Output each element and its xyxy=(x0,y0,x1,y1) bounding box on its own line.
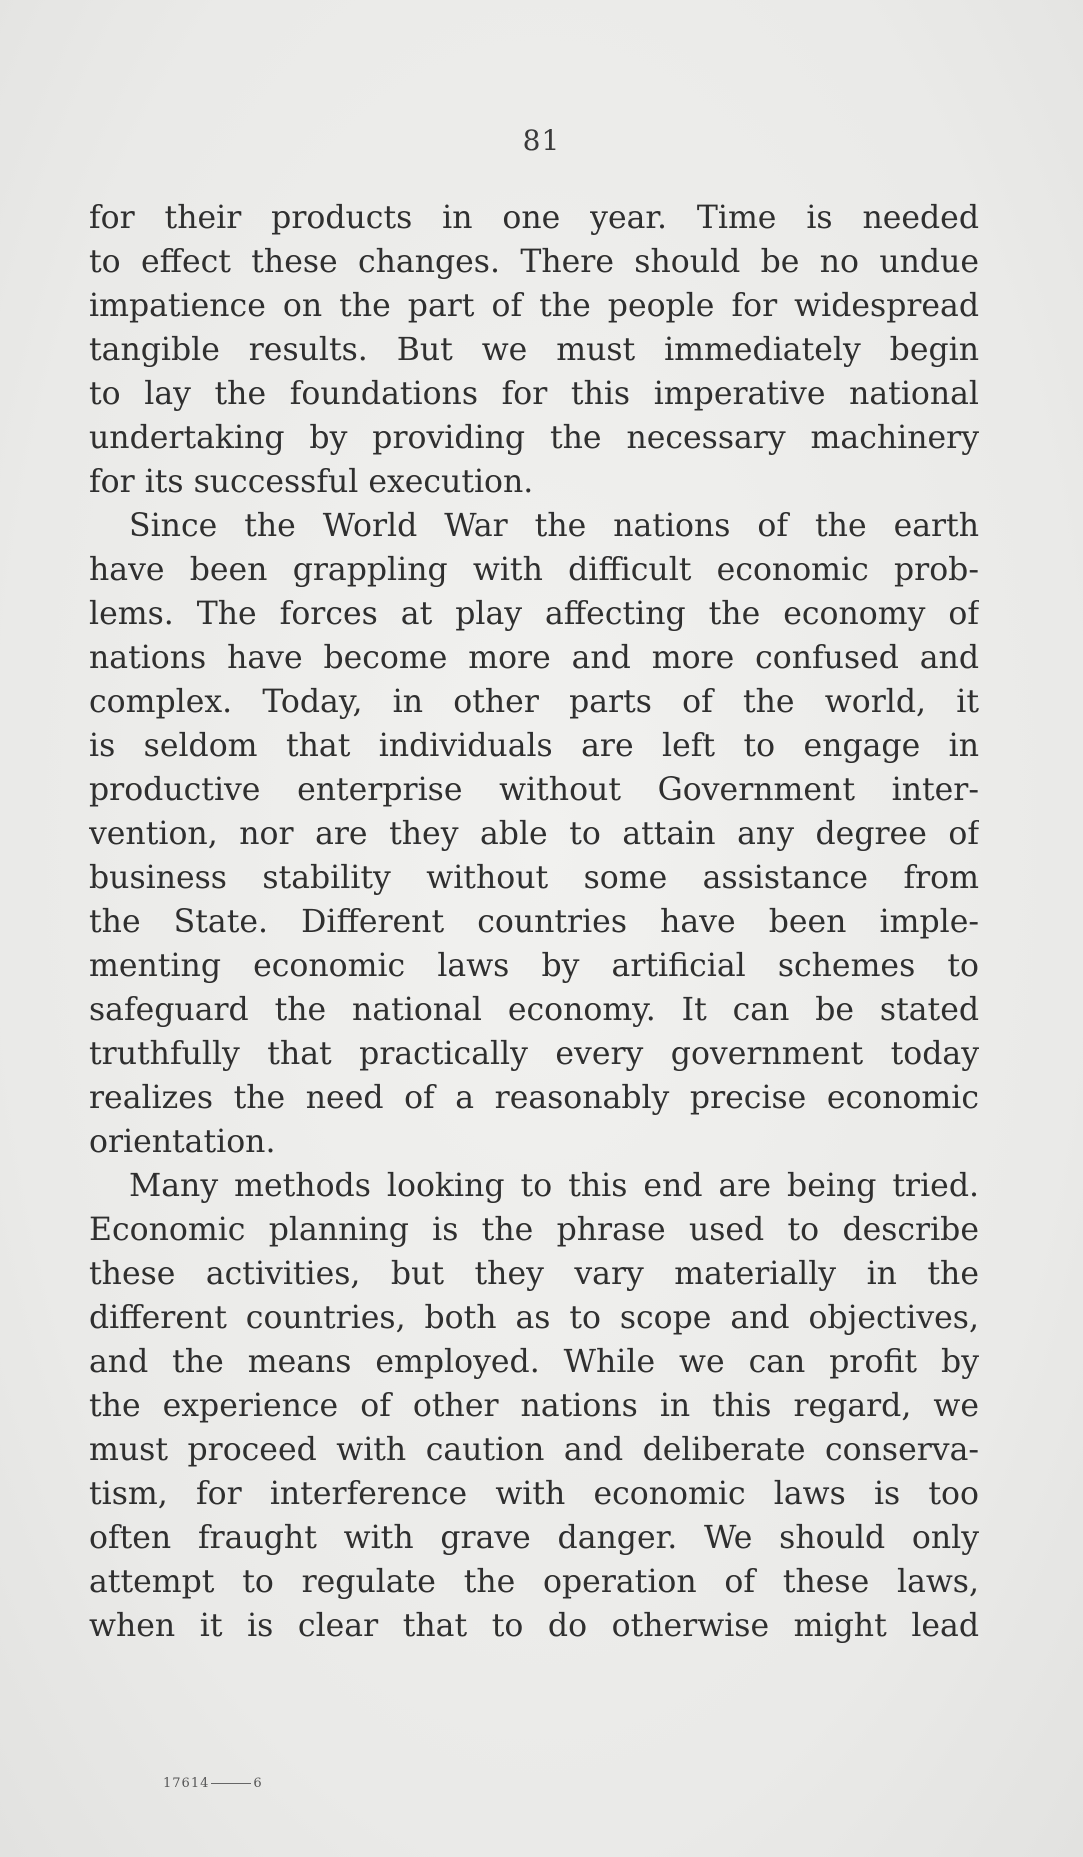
text-line: for its successful execution. xyxy=(89,464,534,500)
text-line: business stability without some assistance from xyxy=(89,860,979,896)
text-line: Economic planning is the phrase used to describe xyxy=(89,1212,979,1248)
text-line: orientation. xyxy=(89,1124,276,1160)
text-line: undertaking by providing the necessary machinery xyxy=(89,420,979,456)
text-line: to lay the foundations for this imperative national xyxy=(89,376,979,412)
text-line: these activities, but they vary materially in the xyxy=(89,1256,979,1292)
text-line: have been grappling with difficult economic prob- xyxy=(89,552,979,588)
text-line: complex. Today, in other parts of the world, it xyxy=(89,684,979,720)
text-line: tangible results. But we must immediately begin xyxy=(89,332,979,368)
text-line: realizes the need of a reasonably precise economic xyxy=(89,1080,979,1116)
text-line: menting economic laws by artificial schemes to xyxy=(89,948,979,984)
text-line: truthfully that practically every government today xyxy=(89,1036,979,1072)
page-number: 81 xyxy=(522,124,561,157)
text-line: the experience of other nations in this regard, we xyxy=(89,1388,979,1424)
text-line: productive enterprise without Government inter- xyxy=(89,772,979,808)
text-line: Since the World War the nations of the earth xyxy=(129,508,979,544)
text-line: when it is clear that to do otherwise might lead xyxy=(89,1608,979,1644)
text-line: impatience on the part of the people for widespread xyxy=(89,288,979,324)
text-line: lems. The forces at play affecting the economy of xyxy=(89,596,979,632)
text-line: different countries, both as to scope and objectives, xyxy=(89,1300,979,1336)
text-line: must proceed with caution and deliberate conserva- xyxy=(89,1432,979,1468)
text-line: tism, for interference with economic laws is too xyxy=(89,1476,979,1512)
text-line: often fraught with grave danger. We should only xyxy=(89,1520,979,1556)
text-line: for their products in one year. Time is needed xyxy=(89,200,979,236)
text-line: to effect these changes. There should be no undue xyxy=(89,244,979,280)
text-line: nations have become more and more confused and xyxy=(89,640,979,676)
printer-signature xyxy=(163,1776,263,1791)
text-line: and the means employed. While we can profit by xyxy=(89,1344,979,1380)
printer-code: 17614 xyxy=(163,1776,210,1791)
text-line: is seldom that individuals are left to engage in xyxy=(89,728,979,764)
text-line: vention, nor are they able to attain any degree of xyxy=(89,816,979,852)
signature-rule xyxy=(211,1783,251,1784)
text-line: the State. Different countries have been imple- xyxy=(89,904,979,940)
text-line: safeguard the national economy. It can be stated xyxy=(89,992,979,1028)
signature-number: 6 xyxy=(253,1776,263,1791)
text-line: Many methods looking to this end are being tried. xyxy=(129,1168,979,1204)
text-line: attempt to regulate the operation of these laws, xyxy=(89,1564,979,1600)
